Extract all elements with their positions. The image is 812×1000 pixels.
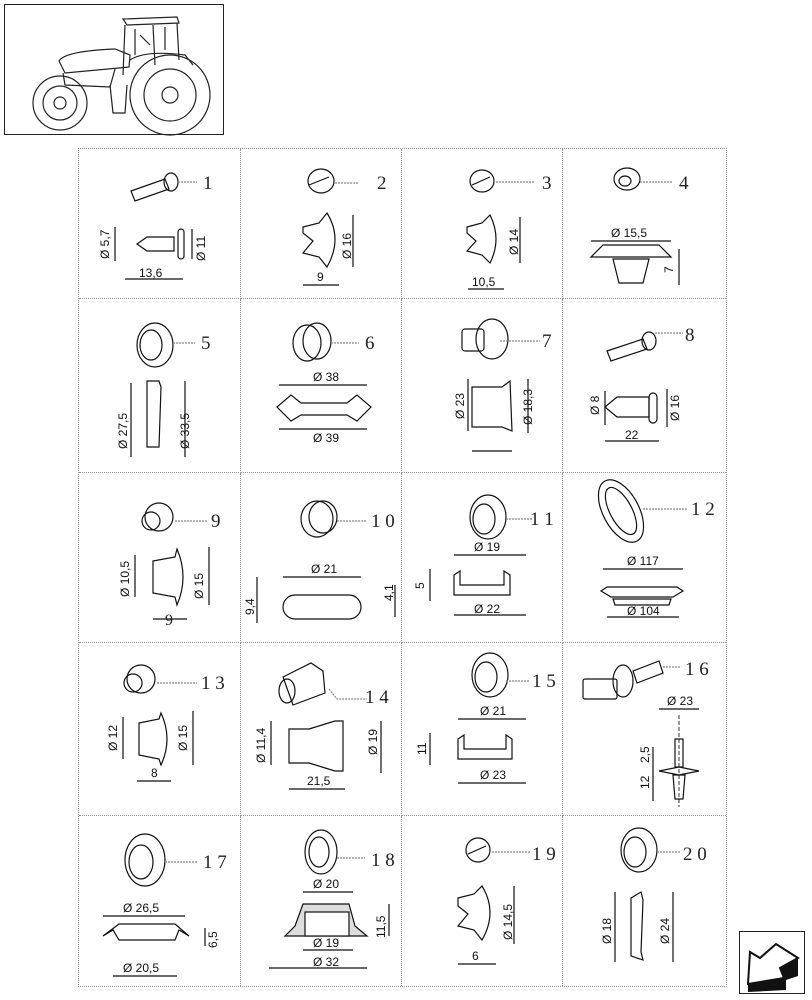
svg-text:12: 12	[638, 775, 652, 789]
cable-boot-icon	[241, 643, 402, 816]
svg-text:Ø 12: Ø 12	[106, 724, 120, 751]
part-cell-2[interactable]	[241, 149, 402, 299]
svg-text:Ø 104: Ø 104	[627, 604, 660, 618]
svg-text:Ø 33,5: Ø 33,5	[178, 412, 192, 449]
svg-text:Ø 39: Ø 39	[313, 431, 340, 445]
plug-icon	[79, 643, 241, 816]
svg-text:Ø 26,5: Ø 26,5	[123, 901, 160, 915]
svg-text:Ø 15: Ø 15	[192, 572, 206, 599]
svg-text:3: 3	[542, 173, 552, 194]
svg-text:Ø 23: Ø 23	[480, 768, 507, 782]
svg-text:8: 8	[685, 325, 695, 346]
svg-text:4: 4	[679, 173, 689, 194]
svg-text:Ø 24: Ø 24	[658, 917, 672, 944]
clip-icon	[402, 299, 563, 473]
svg-text:1 6: 1 6	[685, 659, 709, 680]
grommet-icon	[402, 643, 563, 816]
svg-text:1 2: 1 2	[691, 499, 715, 520]
svg-text:Ø 21: Ø 21	[480, 704, 507, 718]
svg-text:6,5: 6,5	[206, 931, 220, 948]
svg-text:Ø 20,5: Ø 20,5	[123, 961, 160, 975]
part-cell-19[interactable]	[402, 816, 563, 986]
part-cell-16[interactable]	[563, 643, 726, 816]
svg-text:Ø 16: Ø 16	[340, 232, 354, 259]
parts-grid	[78, 148, 727, 987]
svg-text:Ø 11: Ø 11	[194, 235, 208, 261]
svg-text:13,6: 13,6	[139, 266, 163, 280]
clip-icon	[402, 149, 563, 299]
svg-text:Ø 22: Ø 22	[474, 602, 501, 616]
grommet-icon	[563, 816, 726, 986]
svg-text:Ø 38: Ø 38	[313, 370, 340, 384]
svg-text:Ø 15,5: Ø 15,5	[611, 226, 648, 240]
part-cell-4[interactable]	[563, 149, 726, 299]
svg-text:5: 5	[201, 333, 211, 354]
svg-text:1 4: 1 4	[365, 687, 389, 708]
svg-text:2,5: 2,5	[638, 746, 652, 763]
svg-text:Ø 20: Ø 20	[313, 877, 340, 891]
push-rivet-icon	[563, 299, 726, 473]
svg-text:9: 9	[317, 270, 324, 284]
grommet-icon	[79, 299, 241, 473]
svg-text:Ø 18: Ø 18	[600, 917, 614, 944]
svg-text:Ø 15: Ø 15	[176, 724, 190, 751]
svg-text:8: 8	[151, 766, 158, 780]
svg-text:21,5: 21,5	[307, 774, 331, 788]
svg-text:9,4: 9,4	[243, 598, 257, 615]
blanking-plug-icon	[241, 473, 402, 643]
part-cell-8[interactable]	[563, 299, 726, 473]
svg-text:22: 22	[625, 428, 639, 442]
svg-text:Ø 23: Ø 23	[667, 694, 694, 708]
svg-text:1 9: 1 9	[532, 844, 556, 865]
part-cell-11[interactable]	[402, 473, 563, 643]
svg-text:Ø 14,5: Ø 14,5	[501, 903, 515, 940]
svg-text:Ø 19: Ø 19	[474, 540, 501, 554]
part-cell-20[interactable]	[563, 816, 726, 986]
part-cell-15[interactable]	[402, 643, 563, 816]
svg-text:Ø 5,7: Ø 5,7	[98, 229, 112, 259]
part-cell-5[interactable]	[79, 299, 241, 473]
svg-text:9: 9	[165, 612, 173, 629]
part-cell-3[interactable]	[402, 149, 563, 299]
part-cell-14[interactable]	[241, 643, 402, 816]
plug-icon	[563, 149, 726, 299]
svg-text:Ø 10,5: Ø 10,5	[118, 560, 132, 597]
svg-text:Ø 19: Ø 19	[366, 728, 380, 755]
svg-text:Ø 18,3: Ø 18,3	[521, 388, 535, 425]
grommet-icon	[79, 816, 241, 986]
svg-text:6: 6	[365, 333, 375, 354]
svg-text:1 3: 1 3	[201, 673, 225, 694]
svg-text:Ø 16: Ø 16	[668, 394, 682, 421]
svg-text:1 1: 1 1	[530, 509, 554, 530]
svg-text:1 0: 1 0	[371, 511, 395, 532]
part-cell-10[interactable]	[241, 473, 402, 643]
svg-text:10,5: 10,5	[472, 275, 496, 289]
svg-text:2: 2	[377, 173, 387, 194]
tractor-icon	[5, 5, 225, 136]
svg-text:1: 1	[203, 173, 213, 194]
svg-text:7: 7	[542, 331, 552, 352]
svg-text:7: 7	[662, 266, 676, 273]
svg-text:Ø 117: Ø 117	[627, 554, 659, 568]
push-pin-icon	[563, 643, 726, 816]
svg-text:1 7: 1 7	[203, 852, 227, 873]
previous-page-arrow-icon	[740, 932, 806, 995]
part-cell-1[interactable]	[79, 149, 241, 299]
svg-text:11,5: 11,5	[374, 915, 388, 938]
svg-text:Ø 23: Ø 23	[453, 392, 467, 419]
part-cell-17[interactable]	[79, 816, 241, 986]
tractor-thumbnail	[4, 4, 224, 135]
part-cell-6[interactable]	[241, 299, 402, 473]
clip-icon	[402, 816, 563, 986]
clip-icon	[241, 149, 402, 299]
part-cell-18[interactable]	[241, 816, 402, 986]
oval-grommet-icon	[563, 473, 726, 643]
svg-text:9: 9	[211, 511, 221, 532]
part-cell-7[interactable]	[402, 299, 563, 473]
part-cell-9[interactable]	[79, 473, 241, 643]
svg-text:Ø 21: Ø 21	[311, 562, 338, 576]
grommet-icon	[241, 816, 402, 986]
part-cell-13[interactable]	[79, 643, 241, 816]
svg-text:Ø 14: Ø 14	[507, 228, 521, 255]
previous-page-button[interactable]	[739, 931, 805, 994]
svg-text:6: 6	[472, 949, 479, 963]
svg-text:2 0: 2 0	[683, 844, 707, 865]
grommet-icon	[402, 473, 563, 643]
svg-text:Ø 8: Ø 8	[588, 395, 602, 415]
svg-text:Ø 11,4: Ø 11,4	[254, 727, 268, 763]
svg-text:1 5: 1 5	[532, 671, 556, 692]
svg-text:1 8: 1 8	[371, 850, 395, 871]
svg-text:Ø 27,5: Ø 27,5	[116, 412, 130, 449]
svg-text:Ø 19: Ø 19	[313, 936, 340, 950]
svg-text:4,1: 4,1	[382, 584, 396, 601]
grommet-icon	[241, 299, 402, 473]
svg-text:5: 5	[413, 582, 427, 589]
svg-text:11: 11	[415, 742, 429, 755]
push-rivet-icon	[79, 149, 241, 299]
svg-text:Ø 32: Ø 32	[313, 955, 340, 969]
plug-icon	[79, 473, 241, 643]
part-cell-12[interactable]	[563, 473, 726, 643]
